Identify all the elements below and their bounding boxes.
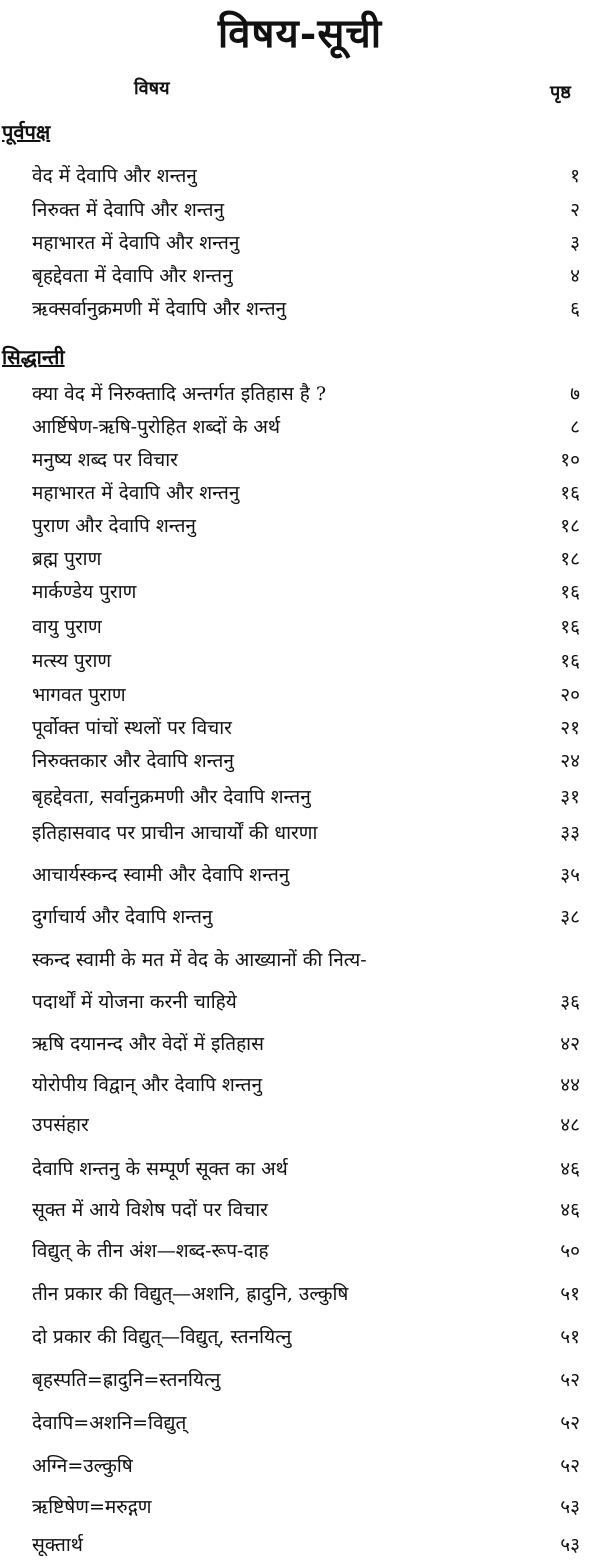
toc-entry [0,614,600,640]
toc-entry [0,163,600,189]
toc-entry [0,1281,600,1307]
toc-entry-title: निरुक्तकार और देवापि शन्तनु [32,750,234,772]
toc-entry-page: १६ [560,581,580,603]
toc-entry [0,1532,600,1558]
toc-entry-title: दुर्गाचार्य और देवापि शन्तनु [32,906,213,928]
toc-entry-title: वायु पुराण [32,616,102,638]
toc-entry-title: दो प्रकार की विद्युत्—विद्युत्, स्तनयित्नु [32,1326,292,1348]
toc-entry [0,989,600,1015]
toc-entry-page: १६ [560,482,580,504]
toc-entry-page: १६ [560,616,580,638]
toc-entry-title: देवापि शन्तनु के सम्पूर्ण सूक्त का अर्थ [32,1158,288,1180]
toc-entry [0,1453,600,1479]
toc-entry-page: ३६ [560,991,580,1013]
toc-entry-page: ५२ [560,1369,580,1391]
toc-entry [0,1112,600,1138]
toc-entry-page: १६ [560,650,580,672]
toc-entry-page: ३ [570,232,580,254]
toc-entry-title: विद्युत् के तीन अंश—शब्द-रूप-दाह [32,1240,269,1262]
toc-entry-title: आचार्यस्कन्द स्वामी और देवापि शन्तनु [32,864,290,886]
toc-entry-title: योरोपीय विद्वान् और देवापि शन्तनु [32,1074,263,1096]
toc-entry [0,1494,600,1520]
toc-entry-title: ऋक्सर्वानुक्रमणी में देवापि और शन्तनु [32,298,287,320]
toc-entry-title: ऋष्टिषेण=मरुद्गण [32,1496,152,1518]
toc-entry [0,546,600,572]
toc-entry-page: ४६ [560,1158,580,1180]
toc-entry [0,263,600,289]
toc-entry-page: १० [560,449,580,471]
toc-entry-title: ब्रह्म पुराण [32,548,102,570]
toc-entry [0,820,600,846]
toc-entry-title: पूर्वोक्त पांचों स्थलों पर विचार [32,717,232,739]
toc-entry-page: १८ [560,515,580,537]
toc-entry-page: ५० [560,1240,580,1262]
toc-entry-page: ५२ [560,1455,580,1477]
toc-entry-page: २१ [560,717,580,739]
toc-entry-title: बृहस्पति=ह्रादुनि=स्तनयित्नु [32,1369,221,1391]
toc-entry-page: ३१ [560,786,580,808]
toc-entry-title: वेद में देवापि और शन्तनु [32,165,197,187]
toc-entry [0,862,600,888]
column-header-page: पृष्ठ [550,82,571,103]
toc-entry-page: ५१ [560,1326,580,1348]
toc-entry-page: १८ [560,548,580,570]
toc-entry-title: स्कन्द स्वामी के मत में वेद के आख्यानों की नित्य- [32,949,367,971]
toc-entry [0,1031,600,1057]
toc-entry [0,414,600,440]
toc-entry-title: पदार्थों में योजना करनी चाहिये [32,991,237,1013]
toc-entry [0,784,600,810]
toc-entry [0,381,600,407]
toc-entry-title: महाभारत में देवापि और शन्तनु [32,232,240,254]
toc-entry [0,230,600,256]
toc-entry [0,447,600,473]
toc-entry-page: १ [570,165,580,187]
toc-entry [0,1197,600,1223]
section-heading-purvapaksha: पूर्वपक्ष [2,120,51,144]
toc-entry-page: ३५ [560,864,580,886]
toc-entry [0,513,600,539]
toc-entry-page: २० [560,684,580,706]
toc-entry-page: ६ [570,298,580,320]
toc-entry-title: भागवत पुराण [32,684,126,706]
toc-entry [0,748,600,774]
toc-entry-page: २ [570,199,580,221]
toc-entry-title: क्या वेद में निरुक्तादि अन्तर्गत इतिहास है ? [32,383,327,405]
section-heading-siddhanti: सिद्धान्ती [2,345,65,369]
toc-entry-page: ४६ [560,1199,580,1221]
toc-entry [0,648,600,674]
toc-entry-page: ४२ [560,1033,580,1055]
toc-entry [0,947,600,973]
toc-entry-title: मनुष्य शब्द पर विचार [32,449,178,471]
toc-entry-title: महाभारत में देवापि और शन्तनु [32,482,240,504]
toc-entry-title: उपसंहार [32,1114,89,1136]
toc-entry [0,197,600,223]
toc-entry [0,1410,600,1436]
toc-entry-title: इतिहासवाद पर प्राचीन आचार्यों की धारणा [32,822,318,844]
column-header-subject: विषय [134,78,170,99]
toc-entry-page: ३८ [560,906,580,928]
toc-entry-title: अग्नि=उल्कुषि [32,1455,133,1477]
toc-entry-title: सूक्त में आये विशेष पदों पर विचार [32,1199,268,1221]
toc-entry-title: तीन प्रकार की विद्युत्—अशनि, ह्रादुनि, उल्कुषि [32,1283,349,1305]
toc-entry-title: ऋषि दयानन्द और वेदों में इतिहास [32,1033,264,1055]
toc-entry-page: ४ [570,265,580,287]
toc-entry-page: ५१ [560,1283,580,1305]
toc-entry [0,1072,600,1098]
toc-entry-page: ५३ [560,1496,580,1518]
toc-entry-page: ७ [570,383,580,405]
toc-entry-page: ५२ [560,1412,580,1434]
toc-entry [0,904,600,930]
toc-entry-title: बृहद्देवता में देवापि और शन्तनु [32,265,233,287]
toc-entry-page: ८ [570,416,580,438]
toc-entry-title: मत्स्य पुराण [32,650,112,672]
toc-entry [0,682,600,708]
toc-entry-page: २४ [560,750,580,772]
page-title: विषय-सूची [217,10,383,57]
toc-entry [0,1367,600,1393]
toc-entry-title: मार्कण्डेय पुराण [32,581,137,603]
toc-entry-title: देवापि=अशनि=विद्युत् [32,1412,187,1434]
toc-entry-page: ४४ [560,1074,580,1096]
toc-entry-title: बृहद्देवता, सर्वानुक्रमणी और देवापि शन्तनु [32,786,311,808]
toc-entry-page: ३३ [560,822,580,844]
toc-entry-title: आर्ष्टिषेण-ऋषि-पुरोहित शब्दों के अर्थ [32,416,281,438]
toc-entry [0,579,600,605]
toc-entry [0,296,600,322]
toc-entry-title: सूक्तार्थ [32,1534,83,1556]
toc-entry-page: ५३ [560,1534,580,1556]
toc-entry-title: पुराण और देवापि शन्तनु [32,515,196,537]
toc-entry [0,715,600,741]
toc-entry [0,480,600,506]
toc-entry-page: ४८ [560,1114,580,1136]
toc-entry [0,1156,600,1182]
toc-entry [0,1324,600,1350]
toc-entry [0,1238,600,1264]
toc-entry-title: निरुक्त में देवापि और शन्तनु [32,199,225,221]
